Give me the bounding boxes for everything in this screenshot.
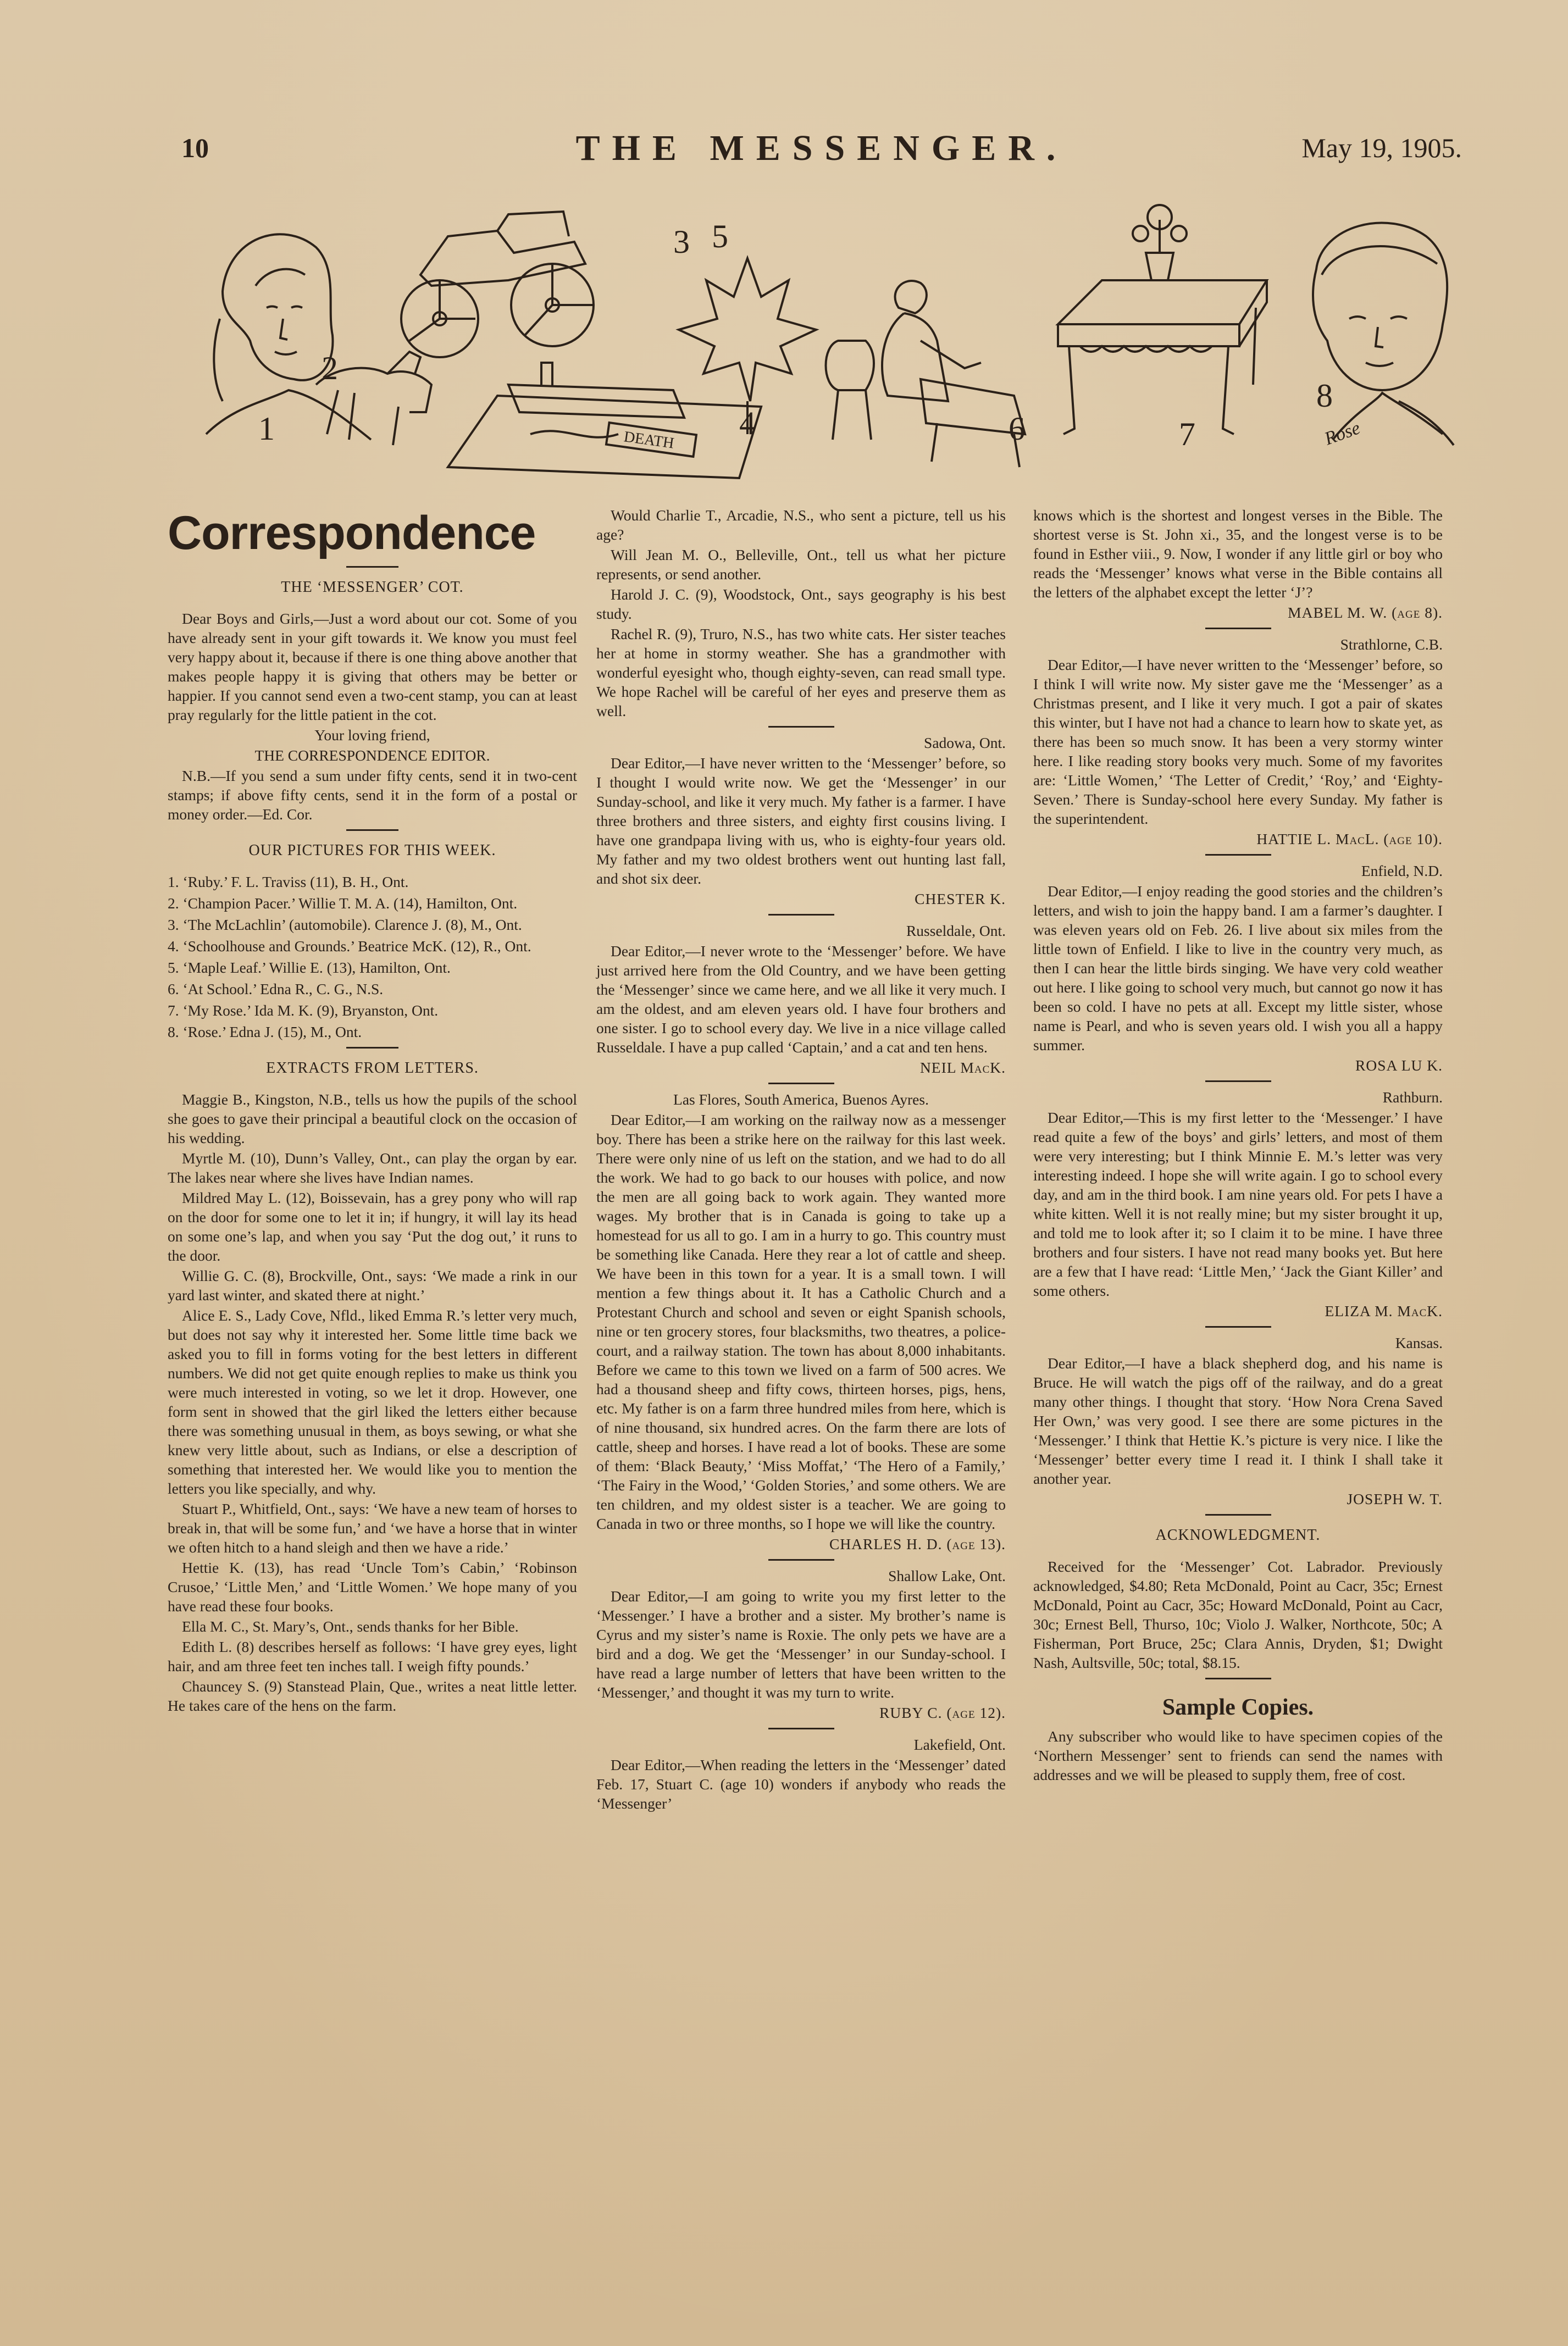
acknowledgment-heading: ACKNOWLEDGMENT. bbox=[1155, 1527, 1321, 1544]
intro-paragraph: Rachel R. (9), Truro, N.S., has two white cats. Her sister teaches her at home in stormy weather. She has a grandmother with wonderful eyesight who, though eighty-seven, can read small type. We hope Rachel will be careful of her eyes and preserve them as well. bbox=[596, 625, 1006, 719]
sample-copies-body: Any subscriber who would like to have specimen copies of the ‘Northern Messenger’ sent to friends can send the names with addresses and we will be pleased to supply them, free of cost. bbox=[1033, 1728, 1443, 1783]
drawing-number-3: 3 bbox=[673, 224, 690, 260]
cot-body: Dear Boys and Girls,—Just a word about our cot. Some of you have already sent in your gift towards it. We know you must feel very happy about it, because if there is one thing above another that makes people happy it is giving that others may be better or happier. If you cannot send even a two-cent stamp, you can at least pray regularly for the little patient in the cot. bbox=[168, 610, 577, 723]
letter-place: Las Flores, South America, Buenos Ayres. bbox=[673, 1091, 929, 1108]
correspondence-heading: Correspondence bbox=[168, 507, 536, 559]
sample-copies-heading: Sample Copies. bbox=[1162, 1695, 1314, 1720]
letter-signature: RUBY C. (age 12). bbox=[879, 1704, 1006, 1721]
my-rose-drawing bbox=[1058, 205, 1267, 434]
divider bbox=[1205, 1080, 1271, 1082]
drawing-number-7: 7 bbox=[1179, 416, 1195, 452]
nota-bene: N.B.—If you send a sum under fifty cents, send it in two-cent stamps; if above fifty cents, send it in the form of a postal or money order.—Ed. Cor. bbox=[168, 767, 577, 823]
column-1 bbox=[168, 506, 577, 1716]
divider bbox=[1205, 628, 1271, 629]
drawing-number-2: 2 bbox=[322, 350, 338, 386]
letter-place: Shallow Lake, Ont. bbox=[888, 1567, 1006, 1584]
letter-place: Kansas. bbox=[1395, 1334, 1443, 1351]
intro-paragraph: Would Charlie T., Arcadie, N.S., who sent a picture, tell us his age? bbox=[596, 507, 1006, 543]
letter-body: Dear Editor,—I am going to write you my first letter to the ‘Messenger.’ I have a brother and a sister. My brother’s name is Cyrus and my sister’s name is Roxie. The only pets we have are a bird and a dog. We get the ‘Messenger’ in our Sunday-school. I have read a large number of letters that have been written to the ‘Messenger,’ and thought it was my turn to write. bbox=[596, 1588, 1006, 1701]
drawing-number-5: 5 bbox=[712, 218, 728, 254]
divider bbox=[768, 914, 834, 916]
letter-body: Dear Editor,—I am working on the railway now as a messenger boy. There has been a strike here on the railway for this last week. There were only nine of us left on the station, and we had to do all the work. We had to go back to our houses with police, and now the men are all going back to work again. They wanted more wages. My brother that is in Canada is going to take up a homestead for us all to go. I am in a hurry to go. This country must be something like Canada. Here they rear a lot of cattle and sheep. We have been in this town for a year. It is a small town. I will mention a few things about it. It has a Catholic Church and a Protestant Church and school and seven or eight Spanish schools, nine or ten grocery stores, four blacksmiths, two theatres, a police-court, and a railway station. The town has about 8,000 inhabitants. Before we came to this town we lived on a farm of 500 acres. We had a thousand sheep and fifty cows, thirteen horses, pigs, hens, etc. My father is on a farm three hundred miles from here, which is of nine thousand, six hundred acres. On the farm there are lots of cattle, sheep and horses. I have read a lot of books. These are some of them: ‘Black Beauty,’ ‘Miss Moffat,’ ‘The Hero of a Family,’ ‘The Fairy in the Wood,’ ‘Golden Stories,’ and some others. We are ten children, and my oldest sister is a teacher. We are going to Canada in two or three months, so I hope we will like the country. bbox=[596, 1111, 1006, 1532]
letter-body: Dear Editor,—I have a black shepherd dog, and his name is Bruce. He will watch the pigs off of the railway, and do a great many other things. I thought that story. ‘How Nora Crena Saved Her Own,’ was very good. I see there are some pictures in the ‘Messenger.’ I think that Hettie K.’s picture is very nice. I like the ‘Messenger’ better every time I read it. I think I shall take it another year. bbox=[1033, 1355, 1443, 1487]
drawing-number-6: 6 bbox=[1009, 411, 1025, 447]
closing: Your loving friend, bbox=[314, 726, 430, 744]
letter-body: Dear Editor,—This is my first letter to the ‘Messenger.’ I have read quite a few of the boys’ and girls’ letters, and most of them were very interesting; but I think Minnie E. M.’s letter was very interesting indeed. I hope she will write again. I go to school every day, and am in the third book. I am nine years old. For pets I have a white kitten. Well it is not really mine; but my sister brought it up, and told me to look after it; so I claim it to be mine. I have three brothers and four sisters. I have not read many books yet. But here are a few that I have read: ‘Little Men,’ ‘Jack the Giant Killer’ and some others. bbox=[1033, 1109, 1443, 1299]
intro-paragraph: Harold J. C. (9), Woodstock, Ont., says geography is his best study. bbox=[596, 586, 1006, 622]
extract-paragraph: Myrtle M. (10), Dunn’s Valley, Ont., can play the organ by ear. The lakes near where she lives have Indian names. bbox=[168, 1150, 577, 1186]
letter-place: Lakefield, Ont. bbox=[913, 1736, 1006, 1753]
letter-place: Enfield, N.D. bbox=[1361, 862, 1443, 879]
page-number: 10 bbox=[181, 132, 209, 163]
divider bbox=[346, 566, 398, 568]
acknowledgment-body: Received for the ‘Messenger’ Cot. Labrador. Previously acknowledged, $4.80; Reta McDonald, Point au Cacr, 35c; Ernest McDonald, Point au Cacr, 35c; Howard McDonald, Point au Cacr, 30c; Ernest Bell, Thurso, 10c; Violo J. Walker, Northcote, 50c; A Fisherman, Port Bruce, 25c; Clara Annis, Dryden, $1; Dwight Nash, Aultsville, 50c; total, $8.15. bbox=[1033, 1558, 1443, 1671]
extract-paragraph: Willie G. C. (8), Brockville, Ont., says: ‘We made a rink in our yard last winter, and skated there at night.’ bbox=[168, 1267, 577, 1304]
extract-paragraph: Maggie B., Kingston, N.B., tells us how the pupils of the school she goes to gave their principal a beautiful clock on the occasion of his wedding. bbox=[168, 1091, 577, 1146]
extract-paragraph: Mildred May L. (12), Boissevain, has a grey pony who will rap on the door for some one to let it in; if hungry, it will lay its head on some one’s lap, and when you say ‘Put the dog out,’ it runs to the door. bbox=[168, 1189, 577, 1264]
intro-paragraph: Will Jean M. O., Belleville, Ont., tell us what her picture represents, or send another. bbox=[596, 546, 1006, 583]
letter-signature: JOSEPH W. T. bbox=[1347, 1490, 1443, 1507]
pictures-list bbox=[168, 872, 577, 1041]
letter-body: Dear Editor,—I never wrote to the ‘Messenger’ before. We have just arrived here from the Old Country, and we have been getting the ‘Messenger’ since we came here, and we all like it very much. I am the oldest, and am eleven years old. I have four brothers and one sister. I go to school every day. We live in a nice village called Russeldale. I have a pup called ‘Captain,’ and a cat and ten hens. bbox=[596, 942, 1006, 1056]
at-school-drawing bbox=[826, 281, 1026, 467]
letter-body: Dear Editor,—I enjoy reading the good stories and the children’s letters, and wish to join the happy band. I am a farmer’s daughter. I was eleven years old on Feb. 26. I live about six miles from the little town of Enfield. I like to live in the country very much, as then I can hear the little birds singing. We have very cold weather out here. I like going to school very much, but cannot go now it has been so cold. I have no pets at all. Except my little sister, whose name is Pearl, and who is seven years old. I wish you all a happy summer. bbox=[1033, 883, 1443, 1053]
drawings-svg bbox=[190, 203, 1459, 484]
divider bbox=[768, 726, 834, 728]
extract-paragraph: Hettie K. (13), has read ‘Uncle Tom’s Cabin,’ ‘Robinson Crusoe,’ ‘Little Men,’ and ‘Little Women.’ We hope many of you have read these four books. bbox=[168, 1559, 577, 1615]
letter-signature: ELIZA M. MacK. bbox=[1325, 1302, 1443, 1319]
extracts-heading: EXTRACTS FROM LETTERS. bbox=[266, 1060, 479, 1077]
extract-paragraph: Edith L. (8) describes herself as follows: ‘I have grey eyes, light hair, and am three feet ten inches tall. I weigh fifty pounds.’ bbox=[168, 1638, 577, 1674]
children-drawings-illustration bbox=[190, 203, 1459, 484]
column-2 bbox=[596, 506, 1006, 1814]
list-item: 4. ‘Schoolhouse and Grounds.’ Beatrice McK. (12), R., Ont. bbox=[168, 938, 531, 955]
list-item: 3. ‘The McLachlin’ (automobile). Clarence J. (8), M., Ont. bbox=[168, 916, 522, 933]
ruby-portrait-drawing bbox=[206, 234, 371, 440]
divider bbox=[1205, 1514, 1271, 1516]
paper-title: THE MESSENGER. bbox=[575, 128, 1068, 168]
drawing-number-8: 8 bbox=[1316, 378, 1333, 414]
automobile-drawing bbox=[401, 212, 594, 357]
letter-body: Dear Editor,—I have never written to the ‘Messenger’ before, so I think I will write now. My sister gave me the ‘Messenger’ as a Christmas present, and I like it very much. I got a pair of skates this winter, but I have not had a chance to learn how to skate yet, as there has been so much snow. It has been a very stormy winter here. I like reading story books very much. Some of my favorites are: ‘Little Women,’ ‘The Letter of Credit,’ ‘Roy,’ and ‘Eighty-Seven.’ There is Sunday-school here every Sunday. My father is the superintendent. bbox=[1033, 656, 1443, 827]
list-item: 1. ‘Ruby.’ F. L. Traviss (11), B. H., Ont. bbox=[168, 873, 409, 890]
rose-portrait-drawing bbox=[1313, 223, 1454, 445]
extract-paragraph: Chauncey S. (9) Stanstead Plain, Que., writes a neat little letter. He takes care of the hens on the farm. bbox=[168, 1678, 577, 1714]
letter-place: Russeldale, Ont. bbox=[906, 922, 1006, 939]
drawing-number-1: 1 bbox=[258, 411, 275, 447]
letter-signature: HATTIE L. MacL. (age 10). bbox=[1256, 830, 1443, 847]
list-item: 8. ‘Rose.’ Edna J. (15), M., Ont. bbox=[168, 1023, 362, 1040]
letter-signature: MABEL M. W. (age 8). bbox=[1288, 604, 1443, 621]
letter-body: Dear Editor,—When reading the letters in the ‘Messenger’ dated Feb. 17, Stuart C. (age 10) wonders if anybody who reads the ‘Messenger’ bbox=[596, 1756, 1006, 1812]
extract-paragraph: Alice E. S., Lady Cove, Nfld., liked Emma R.’s letter very much, but does not say why it interested her. Some little time back we asked you to fill in forms voting for the best letters in different numbers. We did not get quite enough replies to make us think you were much interested in voting, so we let it drop. However, one form sent in showed that the girl liked the letters either because there was something unusual in them, as boys sewing, or what she knew very little about, such as Indians, or else a description of something that interested her. We would like you to mention the letters you like specially, and why. bbox=[168, 1307, 577, 1497]
schoolhouse-sign-text: DEATH bbox=[623, 428, 675, 452]
divider bbox=[346, 1047, 398, 1049]
divider bbox=[768, 1083, 834, 1084]
pictures-heading: OUR PICTURES FOR THIS WEEK. bbox=[248, 842, 496, 859]
cot-heading: THE ‘MESSENGER’ COT. bbox=[281, 579, 464, 596]
column-3 bbox=[1033, 506, 1443, 1785]
extract-paragraph: Ella M. C., St. Mary’s, Ont., sends thanks for her Bible. bbox=[182, 1618, 519, 1635]
rose-caption: Rose bbox=[1322, 418, 1363, 450]
divider bbox=[768, 1559, 834, 1561]
divider bbox=[768, 1728, 834, 1729]
divider bbox=[346, 829, 398, 831]
list-item: 6. ‘At School.’ Edna R., C. G., N.S. bbox=[168, 980, 384, 997]
schoolhouse-drawing bbox=[448, 363, 761, 478]
masthead bbox=[181, 128, 1462, 176]
letter-signature: NEIL MacK. bbox=[919, 1059, 1006, 1076]
letter-signature: CHARLES H. D. (age 13). bbox=[829, 1535, 1006, 1552]
drawing-number-4: 4 bbox=[739, 405, 756, 441]
letter-signature: ROSA LU K. bbox=[1355, 1057, 1443, 1074]
letter-signature: CHESTER K. bbox=[915, 890, 1006, 907]
publication-date: May 19, 1905. bbox=[1301, 132, 1462, 163]
divider bbox=[1205, 1326, 1271, 1328]
continued-letter-body: knows which is the shortest and longest verses in the Bible. The shortest verse is St. John xi., 35, and the longest verse is to be found in Esther viii., 9. Now, I wonder if any little girl or boy who reads the ‘Messenger’ knows what verse in the Bible contains all the letters of the alphabet except the letter ‘J’? bbox=[1033, 507, 1443, 601]
list-item: 2. ‘Champion Pacer.’ Willie T. M. A. (14), Hamilton, Ont. bbox=[168, 895, 518, 912]
letter-place: Strathlorne, C.B. bbox=[1340, 636, 1443, 653]
divider bbox=[1205, 1678, 1271, 1679]
letter-place: Rathburn. bbox=[1382, 1089, 1443, 1106]
editor-signature: THE CORRESPONDENCE EDITOR. bbox=[254, 747, 490, 764]
letter-body: Dear Editor,—I have never written to the ‘Messenger’ before, so I thought I would write now. We get the ‘Messenger’ in our Sunday-school, and like it very much. My father is a farmer. I have three brothers and three sisters, and eighty first cousins living. I have one grandpapa living with us, who is eighty-four years old. My father and my two oldest brothers went out hunting last fall, and shot six deer. bbox=[596, 755, 1006, 887]
list-item: 5. ‘Maple Leaf.’ Willie E. (13), Hamilton, Ont. bbox=[168, 959, 451, 976]
divider bbox=[1205, 854, 1271, 856]
extract-paragraph: Stuart P., Whitfield, Ont., says: ‘We have a new team of horses to break in, that will be some fun,’ and ‘we have a horse that in winter we often hitch to a hand sleigh and then we have a ride.’ bbox=[168, 1500, 578, 1556]
letter-place: Sadowa, Ont. bbox=[924, 734, 1006, 751]
list-item: 7. ‘My Rose.’ Ida M. K. (9), Bryanston, Ont. bbox=[168, 1002, 439, 1019]
